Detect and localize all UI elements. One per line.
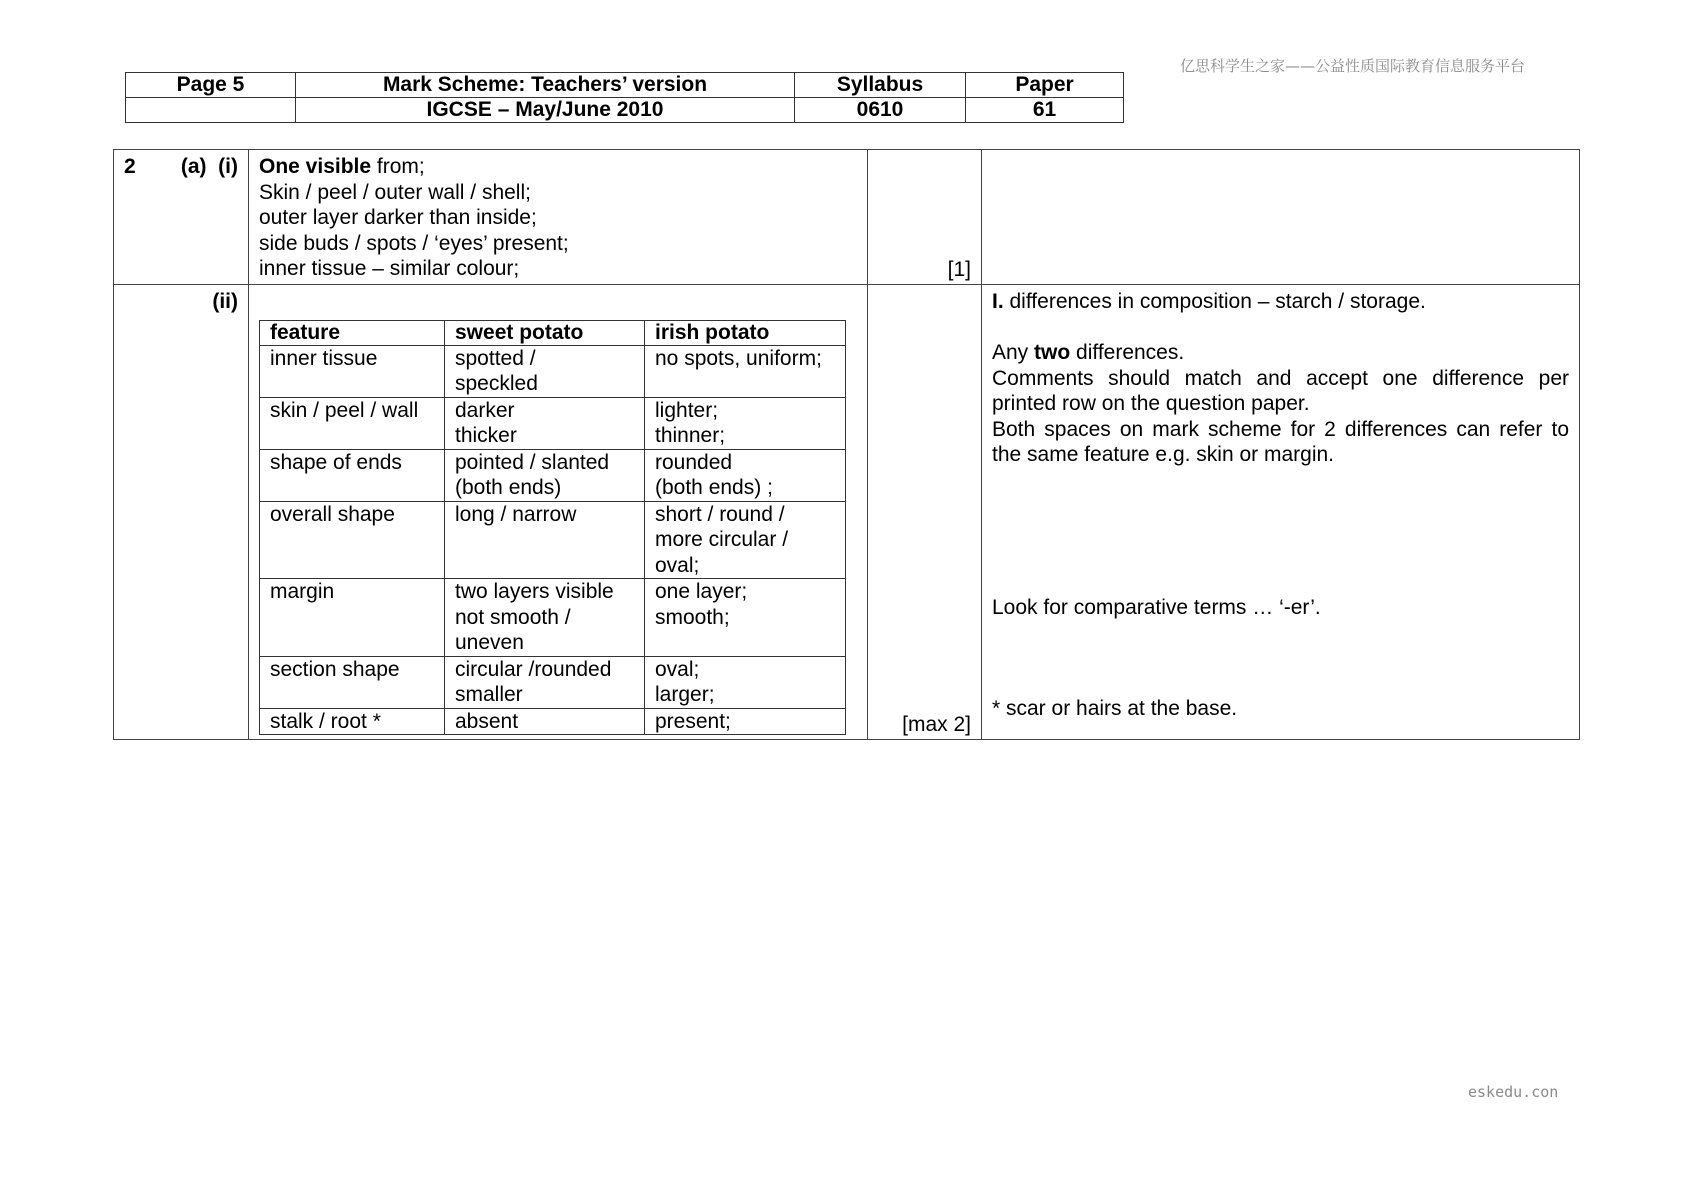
guidance-para: Both spaces on mark scheme for 2 differences can refer to the same feature e.g. skin or margin. [992, 417, 1569, 466]
paper-label: Paper [966, 73, 1124, 98]
mark-scheme-table [113, 149, 1580, 740]
answer-line: side buds / spots / ‘eyes’ present; [259, 231, 569, 255]
mark-value: [max 2] [902, 713, 971, 736]
answer-cell [249, 150, 868, 285]
question-number: 2 [124, 155, 136, 178]
column-header: feature [260, 320, 445, 345]
table-row [260, 397, 846, 449]
question-row-2a-i [114, 150, 1580, 285]
lead-bold: One visible [259, 155, 372, 178]
mark-value: [1] [947, 258, 971, 281]
question-row-2a-ii [114, 285, 1580, 740]
guidance-comparative: Look for comparative terms … ‘-er’. [992, 595, 1321, 619]
column-header: irish potato [645, 320, 846, 345]
header-empty-cell [126, 98, 296, 123]
lead-rest: from; [371, 155, 425, 178]
watermark-bottom: eskedu.con [1468, 1083, 1559, 1101]
table-row [260, 501, 846, 579]
exam-session: IGCSE – May/June 2010 [296, 98, 795, 123]
feature-cell: skin / peel / wall [260, 397, 445, 449]
feature-table-header [260, 320, 846, 345]
sweet-potato-cell: two layers visible not smooth / uneven [445, 579, 645, 657]
watermark-top: 亿思科学生之家——公益性质国际教育信息服务平台 [1180, 57, 1526, 75]
header-table [125, 72, 1124, 123]
question-subpart: (i) [218, 155, 238, 178]
answer-cell [249, 285, 868, 740]
sweet-potato-cell: long / narrow [445, 501, 645, 579]
guidance-para: Comments should match and accept one difference per printed row on the question paper. [992, 366, 1569, 415]
table-row [260, 579, 846, 657]
feature-comparison-table [259, 320, 846, 736]
irish-potato-cell: no spots, uniform; [645, 345, 846, 397]
feature-cell: margin [260, 579, 445, 657]
sweet-potato-cell: spotted / speckled [445, 345, 645, 397]
sweet-potato-cell: circular /rounded smaller [445, 656, 645, 708]
sweet-potato-cell: absent [445, 708, 645, 735]
feature-cell: shape of ends [260, 449, 445, 501]
sweet-potato-cell: darker thicker [445, 397, 645, 449]
table-row [260, 449, 846, 501]
irish-potato-cell: one layer; smooth; [645, 579, 846, 657]
answer-line: outer layer darker than inside; [259, 206, 537, 229]
paper-number: 61 [966, 98, 1124, 123]
guidance-ignore: I. differences in composition – starch / storage. [992, 290, 1426, 313]
sweet-potato-cell: pointed / slanted (both ends) [445, 449, 645, 501]
scheme-title: Mark Scheme: Teachers’ version [296, 73, 795, 98]
mark-cell [868, 285, 982, 740]
header-row [126, 98, 1124, 123]
syllabus-code: 0610 [795, 98, 966, 123]
question-part: (a) [180, 155, 207, 178]
feature-cell: inner tissue [260, 345, 445, 397]
table-row [260, 708, 846, 735]
question-number-cell [114, 150, 249, 285]
feature-cell: stalk / root * [260, 708, 445, 735]
answer-line: inner tissue – similar colour; [259, 257, 520, 280]
guidance-cell [982, 150, 1580, 285]
feature-cell: section shape [260, 656, 445, 708]
irish-potato-cell: rounded (both ends) ; [645, 449, 846, 501]
irish-potato-cell: present; [645, 708, 846, 735]
feature-cell: overall shape [260, 501, 445, 579]
guidance-any-two: Any two differences. [992, 341, 1185, 364]
question-number-cell [114, 285, 249, 740]
header-row [126, 73, 1124, 98]
mark-cell [868, 150, 982, 285]
answer-lead [259, 154, 857, 180]
answer-line: Skin / peel / outer wall / shell; [259, 180, 531, 204]
irish-potato-cell: oval; larger; [645, 656, 846, 708]
syllabus-label: Syllabus [795, 73, 966, 98]
irish-potato-cell: lighter; thinner; [645, 397, 846, 449]
irish-potato-cell: short / round / more circular / oval; [645, 501, 846, 579]
table-row [260, 656, 846, 708]
question-subpart: (ii) [212, 290, 238, 313]
page-label: Page 5 [126, 73, 296, 98]
guidance-footnote: * scar or hairs at the base. [992, 697, 1238, 720]
column-header: sweet potato [445, 320, 645, 345]
table-row [260, 345, 846, 397]
guidance-cell [982, 285, 1580, 740]
